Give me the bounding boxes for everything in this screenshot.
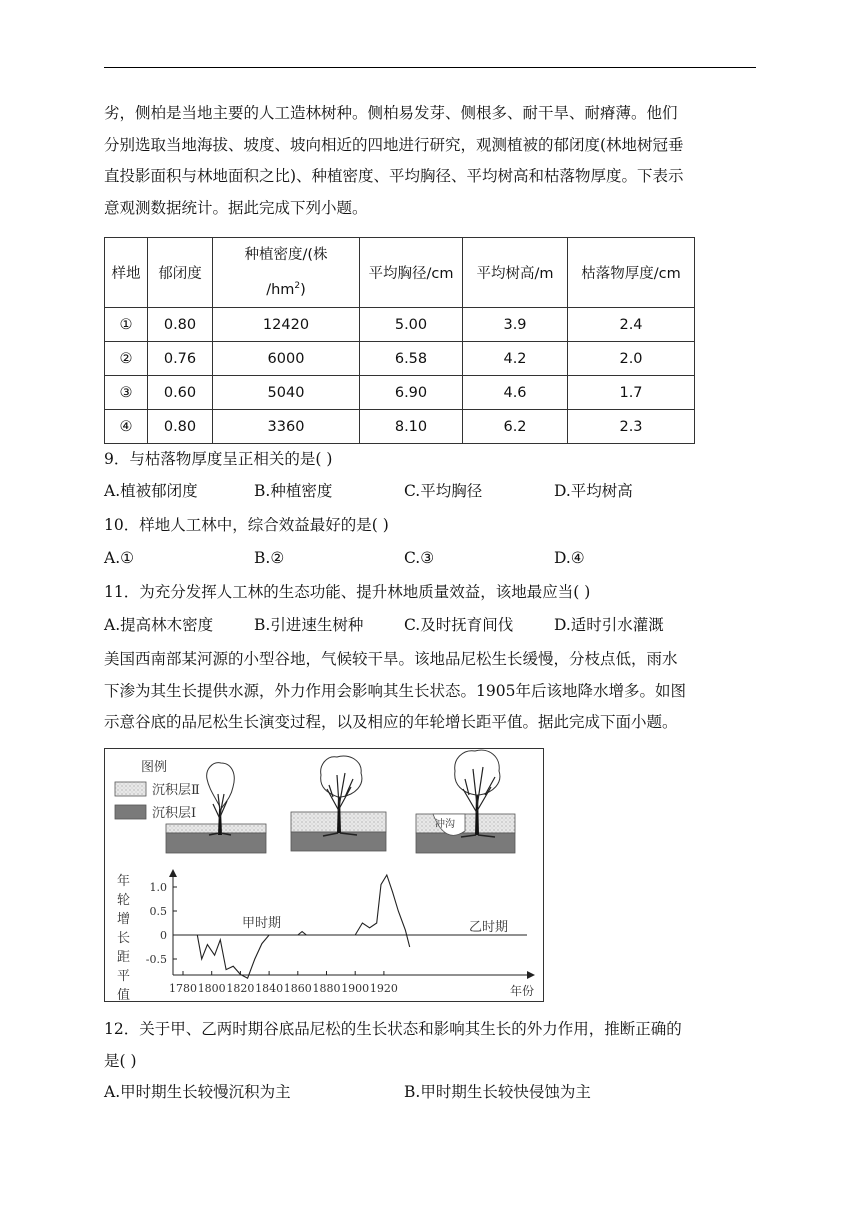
cell-canopy: 0.60 — [148, 376, 213, 410]
question-12-option-a[interactable]: A.甲时期生长较慢沉积为主 — [104, 1083, 291, 1101]
figure-svg — [105, 749, 543, 1001]
chart-ylabel — [117, 873, 130, 1001]
x-tick-label: 1800 — [197, 982, 226, 995]
period-yi-label: 乙时期 — [469, 920, 509, 935]
question-11-option-c[interactable]: C.及时抚育间伐 — [404, 616, 514, 634]
legend-label-layer1: 沉积层Ⅰ — [152, 806, 197, 821]
pine-growth-figure — [104, 748, 544, 1002]
header-height: 平均树高/m — [463, 238, 568, 308]
x-tick-label: 1900 — [341, 982, 370, 995]
x-tick-label: 1860 — [283, 982, 312, 995]
header-litter: 枯落物厚度/cm — [568, 238, 695, 308]
table-row — [105, 376, 695, 410]
gully-label: 冲沟 — [435, 819, 455, 830]
x-tick-label: 1780 — [169, 982, 197, 995]
y-tick-label: 0.5 — [149, 905, 167, 918]
question-11-stem: 11．为充分发挥人工林的生态功能、提升林地质量效益，该地最应当( ) — [104, 583, 591, 601]
cell-site: ③ — [105, 376, 148, 410]
cell-height: 4.2 — [463, 342, 568, 376]
question-11-option-a[interactable]: A.提高林木密度 — [104, 616, 214, 634]
passage-2 — [104, 644, 756, 739]
cell-site: ② — [105, 342, 148, 376]
question-12-stem-line1: 12．关于甲、乙两时期谷底品尼松的生长状态和影响其生长的外力作用，推断正确的 — [104, 1020, 682, 1038]
series-line — [197, 875, 409, 978]
header-dbh: 平均胸径/cm — [360, 238, 463, 308]
x-axis-label: 年份 — [510, 984, 535, 998]
question-10-option-a[interactable]: A.① — [104, 549, 135, 567]
header-density-close: ) — [300, 281, 306, 298]
stage-2-diagram — [291, 756, 386, 851]
intro-line: 直投影面积与林地面积之比)、种植密度、平均胸径、平均树高和枯落物厚度。下表示 — [104, 167, 684, 185]
question-10-option-c[interactable]: C.③ — [404, 549, 435, 567]
cell-density: 6000 — [213, 342, 360, 376]
ylabel-char: 平 — [117, 969, 131, 984]
observation-table — [104, 237, 695, 444]
ylabel-char: 增 — [117, 912, 131, 927]
passage-line: 示意谷底的品尼松生长演变过程，以及相应的年轮增长距平值。据此完成下面小题。 — [104, 713, 678, 731]
question-9-stem: 9．与枯落物厚度呈正相关的是( ) — [104, 450, 333, 468]
intro-line: 意观测数据统计。据此完成下列小题。 — [104, 198, 368, 217]
y-tick-label: 1.0 — [149, 881, 167, 894]
question-9-option-c[interactable]: C.平均胸径 — [404, 482, 483, 500]
x-axis-arrow — [527, 971, 535, 979]
cell-height: 4.6 — [463, 376, 568, 410]
question-11-option-d[interactable]: D.适时引水灌溉 — [554, 616, 664, 634]
cell-litter: 2.0 — [568, 342, 695, 376]
cell-dbh: 6.90 — [360, 376, 463, 410]
cell-litter: 2.4 — [568, 308, 695, 342]
cell-height: 6.2 — [463, 410, 568, 444]
table-row — [105, 410, 695, 444]
cell-density: 3360 — [213, 410, 360, 444]
question-9-option-b[interactable]: B.种植密度 — [254, 482, 333, 500]
cell-canopy: 0.80 — [148, 308, 213, 342]
cell-canopy: 0.76 — [148, 342, 213, 376]
header-density-line1: 种植密度/(株 — [244, 246, 328, 263]
header-density — [213, 238, 360, 308]
question-11-option-b[interactable]: B.引进速生树种 — [254, 616, 364, 634]
table-row — [105, 308, 695, 342]
cell-dbh: 8.10 — [360, 410, 463, 444]
question-10-option-d[interactable]: D.④ — [554, 549, 585, 567]
ylabel-char: 年 — [117, 874, 131, 889]
legend-title: 图例 — [141, 760, 168, 775]
y-tick-label: 0 — [160, 929, 167, 942]
header-canopy: 郁闭度 — [148, 238, 213, 308]
intro-line: 分别选取当地海拔、坡度、坡向相近的四地进行研究，观测植被的郁闭度(林地树冠垂 — [104, 135, 684, 154]
question-12-option-b[interactable]: B.甲时期生长较快侵蚀为主 — [404, 1083, 591, 1101]
ylabel-char: 轮 — [117, 893, 131, 908]
cell-density: 12420 — [213, 308, 360, 342]
y-tick-label: -0.5 — [145, 953, 167, 966]
passage-line: 下渗为其生长提供水源，外力作用会影响其生长状态。1905年后该地降水增多。如图 — [104, 681, 686, 700]
cell-canopy: 0.80 — [148, 410, 213, 444]
x-tick-label: 1840 — [255, 982, 284, 995]
legend-swatch-layer2 — [115, 782, 146, 796]
header-density-unit: /hm — [266, 281, 295, 298]
cell-height: 3.9 — [463, 308, 568, 342]
legend-label-layer2: 沉积层Ⅱ — [152, 783, 200, 798]
x-tick-label: 1820 — [226, 982, 255, 995]
question-12-stem-line2: 是( ) — [104, 1052, 137, 1070]
cell-dbh: 6.58 — [360, 342, 463, 376]
stage-3-diagram — [416, 750, 515, 853]
table-header-row — [105, 238, 695, 308]
x-tick-label: 1880 — [312, 982, 341, 995]
y-axis-arrow — [169, 869, 177, 877]
ylabel-char: 值 — [117, 988, 131, 1001]
table-row — [105, 342, 695, 376]
intro-line: 劣，侧柏是当地主要的人工造林树种。侧柏易发芽、侧根多、耐干旱、耐瘠薄。他们 — [104, 104, 678, 122]
cell-litter: 1.7 — [568, 376, 695, 410]
cell-density: 5040 — [213, 376, 360, 410]
cell-site: ① — [105, 308, 148, 342]
cell-litter: 2.3 — [568, 410, 695, 444]
question-9-option-d[interactable]: D.平均树高 — [554, 482, 633, 500]
x-tick-label: 1920 — [369, 982, 398, 995]
ylabel-char: 长 — [117, 931, 131, 946]
cell-site: ④ — [105, 410, 148, 444]
ylabel-char: 距 — [117, 950, 131, 965]
period-jia-label: 甲时期 — [242, 916, 282, 931]
tree-ring-chart — [117, 869, 535, 1001]
question-9-option-a[interactable]: A.植被郁闭度 — [104, 482, 198, 500]
intro-paragraph — [104, 98, 756, 224]
question-10-option-b[interactable]: B.② — [254, 549, 285, 567]
axis-ticks — [146, 881, 398, 995]
header-rule — [104, 67, 756, 68]
header-density-sup: 2 — [294, 280, 301, 291]
header-site: 样地 — [105, 238, 148, 308]
cell-dbh: 5.00 — [360, 308, 463, 342]
question-10-stem: 10．样地人工林中，综合效益最好的是( ) — [104, 516, 389, 534]
legend-swatch-layer1 — [115, 805, 146, 819]
passage-line: 美国西南部某河源的小型谷地，气候较干旱。该地品尼松生长缓慢，分枝点低，雨水 — [104, 650, 678, 668]
